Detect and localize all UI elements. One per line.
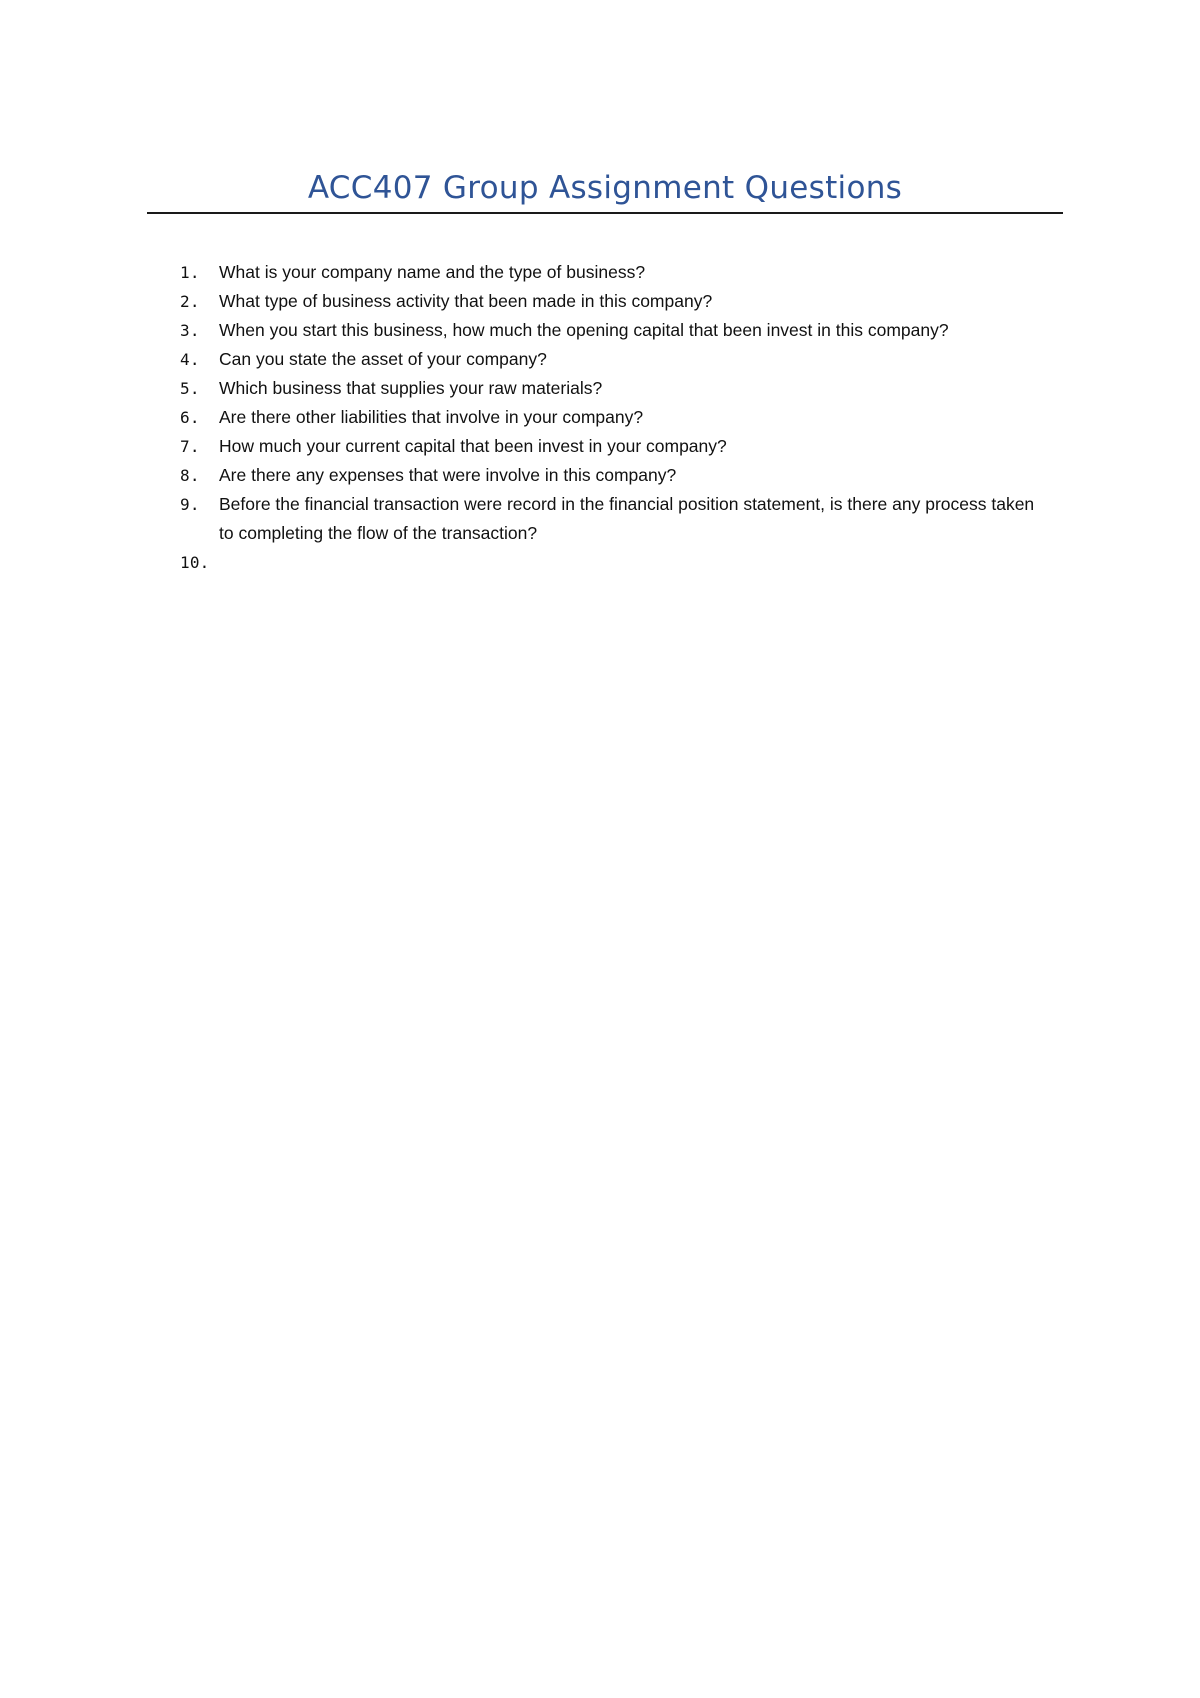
question-text: Can you state the asset of your company? — [219, 349, 547, 369]
question-number: 4. — [180, 350, 200, 369]
question-item-5 — [180, 374, 1060, 403]
question-item-9 — [180, 490, 1060, 548]
question-text: Are there other liabilities that involve in your company? — [219, 407, 644, 427]
question-item-4 — [180, 345, 1060, 374]
question-text: What type of business activity that been made in this company? — [219, 291, 713, 311]
question-item-7 — [180, 432, 1060, 461]
question-text: Are there any expenses that were involve in this company? — [219, 465, 677, 485]
question-number: 2. — [180, 292, 200, 311]
question-number: 6. — [180, 408, 200, 427]
question-item-2 — [180, 287, 1060, 316]
question-text: Before the financial transaction were record in the financial position statement, is there any process taken to completing the flow of the transaction? — [219, 494, 1035, 543]
question-number: 3. — [180, 321, 200, 340]
title-block — [147, 160, 1063, 214]
question-text: Which business that supplies your raw materials? — [219, 378, 603, 398]
question-list — [180, 258, 1060, 577]
question-item-1 — [180, 258, 1060, 287]
document-title: ACC407 Group Assignment Questions — [307, 170, 903, 206]
question-text: When you start this business, how much the opening capital that been invest in this company? — [219, 320, 949, 340]
question-item-3 — [180, 316, 1060, 345]
question-number: 1. — [180, 263, 200, 282]
question-item-8 — [180, 461, 1060, 490]
question-item-10 — [180, 548, 1060, 577]
question-text: How much your current capital that been invest in your company? — [219, 436, 727, 456]
question-number: 5. — [180, 379, 200, 398]
question-number: 8. — [180, 466, 200, 485]
question-number: 10. — [180, 553, 210, 572]
question-text: What is your company name and the type of business? — [219, 262, 646, 282]
question-number: 7. — [180, 437, 200, 456]
question-number: 9. — [180, 495, 200, 514]
question-item-6 — [180, 403, 1060, 432]
